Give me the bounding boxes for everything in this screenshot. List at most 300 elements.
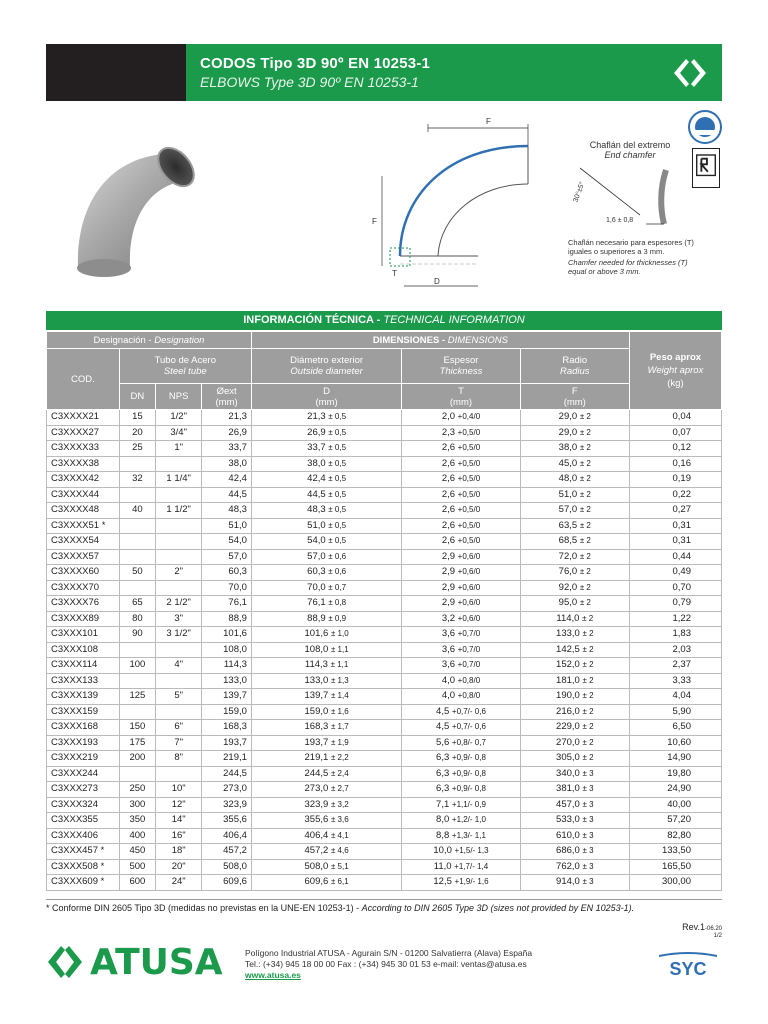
cell-nps: 8" xyxy=(156,751,202,767)
cell-dn: 150 xyxy=(119,720,155,736)
cell-t: 4,0 +0,8/0 xyxy=(402,673,520,689)
table-row xyxy=(47,797,722,813)
cell-f: 45,0 ± 2 xyxy=(520,456,629,472)
chamfer-angle: 30°±5° xyxy=(572,181,587,204)
cell-cod: C3XXX101 xyxy=(47,627,120,643)
cell-d: 101,6 ± 1,0 xyxy=(251,627,401,643)
cell-cod: C3XXXX38 xyxy=(47,456,120,472)
cell-w: 3,33 xyxy=(629,673,721,689)
title-english: ELBOWS Type 3D 90º EN 10253-1 xyxy=(200,73,419,90)
address-line: Polígono Industrial ATUSA - Agurain S/N - 01200 Salvatierra (Alava) España xyxy=(245,948,533,958)
cell-f: 63,5 ± 2 xyxy=(520,518,629,534)
cell-oext: 193,7 xyxy=(202,735,252,751)
t-header: T (mm) xyxy=(402,384,520,410)
cell-d: 60,3 ± 0,6 xyxy=(251,565,401,581)
cell-t: 2,0 +0,4/0 xyxy=(402,410,520,426)
cell-cod: C3XXX114 xyxy=(47,658,120,674)
cell-d: 51,0 ± 0,5 xyxy=(251,518,401,534)
aenor-er-icon xyxy=(692,148,720,188)
cell-f: 340,0 ± 3 xyxy=(520,766,629,782)
cell-d: 48,3 ± 0,5 xyxy=(251,503,401,519)
cell-w: 0,04 xyxy=(629,410,721,426)
dn-header: DN xyxy=(119,384,155,410)
cell-t: 4,5 +0,7/- 0,6 xyxy=(402,720,520,736)
cell-cod: C3XXX355 xyxy=(47,813,120,829)
cell-d: 508,0 ± 5,1 xyxy=(251,859,401,875)
cell-nps xyxy=(156,534,202,550)
cell-cod: C3XXX139 xyxy=(47,689,120,705)
website-link[interactable]: www.atusa.es xyxy=(245,970,301,980)
cell-cod: C3XXXX60 xyxy=(47,565,120,581)
cell-f: 38,0 ± 2 xyxy=(520,441,629,457)
nps-header: NPS xyxy=(156,384,202,410)
cell-d: 139,7 ± 1,4 xyxy=(251,689,401,705)
cell-d: 273,0 ± 2,7 xyxy=(251,782,401,798)
cell-d: 108,0 ± 1,1 xyxy=(251,642,401,658)
cell-oext: 406,4 xyxy=(202,828,252,844)
cell-f: 270,0 ± 2 xyxy=(520,735,629,751)
cell-nps: 4" xyxy=(156,658,202,674)
tech-info-en: TECHNICAL INFORMATION xyxy=(383,314,525,326)
cell-w: 6,50 xyxy=(629,720,721,736)
cell-w: 0,27 xyxy=(629,503,721,519)
table-row xyxy=(47,828,722,844)
cell-w: 57,20 xyxy=(629,813,721,829)
cell-t: 12,5 +1,9/- 1,6 xyxy=(402,875,520,891)
cell-oext: 54,0 xyxy=(202,534,252,550)
cell-cod: C3XXXX21 xyxy=(47,410,120,426)
cell-f: 190,0 ± 2 xyxy=(520,689,629,705)
cell-w: 5,90 xyxy=(629,704,721,720)
cell-t: 6,3 +0,9/- 0,8 xyxy=(402,766,520,782)
cell-oext: 457,2 xyxy=(202,844,252,860)
cell-oext: 114,3 xyxy=(202,658,252,674)
cell-nps: 3/4" xyxy=(156,425,202,441)
contact-line: Tel.: (+34) 945 18 00 00 Fax : (+34) 945 30 01 53 e-mail: ventas@atusa.es xyxy=(245,959,527,969)
cell-w: 0,79 xyxy=(629,596,721,612)
cell-d: 21,3 ± 0,5 xyxy=(251,410,401,426)
oext-header: Øext (mm) xyxy=(202,384,252,410)
table-row xyxy=(47,627,722,643)
cell-cod: C3XXXX54 xyxy=(47,534,120,550)
cell-nps: 24" xyxy=(156,875,202,891)
cell-f: 457,0 ± 3 xyxy=(520,797,629,813)
cell-nps: 18" xyxy=(156,844,202,860)
cell-oext: 355,6 xyxy=(202,813,252,829)
cell-nps: 5" xyxy=(156,689,202,705)
table-row xyxy=(47,813,722,829)
cell-cod: C3XXXX48 xyxy=(47,503,120,519)
cell-dn xyxy=(119,642,155,658)
cell-dn: 250 xyxy=(119,782,155,798)
cell-f: 914,0 ± 3 xyxy=(520,875,629,891)
chamfer-title-en: End chamfer xyxy=(604,150,656,160)
cell-nps: 7" xyxy=(156,735,202,751)
cell-t: 2,6 +0,5/0 xyxy=(402,503,520,519)
footnote-en: According to DIN 2605 Type 3D (sizes not provided by EN 10253-1). xyxy=(361,903,635,913)
cell-f: 610,0 ± 3 xyxy=(520,828,629,844)
cell-w: 0,16 xyxy=(629,456,721,472)
table-row xyxy=(47,441,722,457)
cell-d: 244,5 ± 2,4 xyxy=(251,766,401,782)
cell-t: 2,6 +0,5/0 xyxy=(402,456,520,472)
cell-f: 533,0 ± 3 xyxy=(520,813,629,829)
cell-t: 2,6 +0,5/0 xyxy=(402,441,520,457)
cell-cod: C3XXXX76 xyxy=(47,596,120,612)
table-row xyxy=(47,844,722,860)
cell-cod: C3XXX324 xyxy=(47,797,120,813)
cell-f: 95,0 ± 2 xyxy=(520,596,629,612)
cell-cod: C3XXXX27 xyxy=(47,425,120,441)
elbow-product-photo xyxy=(58,140,218,280)
cell-w: 0,31 xyxy=(629,518,721,534)
cell-oext: 21,3 xyxy=(202,410,252,426)
cell-d: 54,0 ± 0,5 xyxy=(251,534,401,550)
cell-d: 406,4 ± 4,1 xyxy=(251,828,401,844)
cell-dn: 400 xyxy=(119,828,155,844)
header-green-band xyxy=(186,44,722,101)
cell-f: 92,0 ± 2 xyxy=(520,580,629,596)
certification-seal-icon xyxy=(688,110,722,144)
page-number: 1/2 xyxy=(713,933,722,939)
table-row xyxy=(47,410,722,426)
cell-nps: 12" xyxy=(156,797,202,813)
cell-dn: 600 xyxy=(119,875,155,891)
table-row xyxy=(47,425,722,441)
cell-w: 2,03 xyxy=(629,642,721,658)
cell-oext: 44,5 xyxy=(202,487,252,503)
cell-t: 2,9 +0,6/0 xyxy=(402,596,520,612)
cell-d: 193,7 ± 1,9 xyxy=(251,735,401,751)
cell-f: 29,0 ± 2 xyxy=(520,425,629,441)
cell-nps: 3" xyxy=(156,611,202,627)
cell-w: 40,00 xyxy=(629,797,721,813)
cell-cod: C3XXXX89 xyxy=(47,611,120,627)
cell-nps xyxy=(156,642,202,658)
cell-w: 0,70 xyxy=(629,580,721,596)
cell-nps xyxy=(156,766,202,782)
cell-f: 142,5 ± 2 xyxy=(520,642,629,658)
table-row xyxy=(47,782,722,798)
cell-oext: 139,7 xyxy=(202,689,252,705)
cell-oext: 51,0 xyxy=(202,518,252,534)
cell-d: 355,6 ± 3,6 xyxy=(251,813,401,829)
brand-wordmark: ATUSA xyxy=(90,941,223,983)
cell-t: 2,6 +0,5/0 xyxy=(402,487,520,503)
cell-t: 3,6 +0,7/0 xyxy=(402,627,520,643)
cell-oext: 508,0 xyxy=(202,859,252,875)
chamfer-diagram xyxy=(560,160,700,230)
cell-dn xyxy=(119,704,155,720)
cell-dn xyxy=(119,580,155,596)
thickness-header: Espesor Thickness xyxy=(402,349,520,384)
cell-dn: 175 xyxy=(119,735,155,751)
cell-oext: 76,1 xyxy=(202,596,252,612)
cell-nps: 20" xyxy=(156,859,202,875)
atusa-diamond-icon xyxy=(44,942,86,982)
cell-w: 82,80 xyxy=(629,828,721,844)
page-header xyxy=(46,44,722,101)
revision-label: Rev.1-06.20 xyxy=(682,922,722,932)
cell-oext: 244,5 xyxy=(202,766,252,782)
table-row xyxy=(47,766,722,782)
cell-dn xyxy=(119,487,155,503)
cell-t: 4,0 +0,8/0 xyxy=(402,689,520,705)
cell-w: 1,83 xyxy=(629,627,721,643)
cell-oext: 101,6 xyxy=(202,627,252,643)
d-header: D (mm) xyxy=(251,384,401,410)
cell-dn: 20 xyxy=(119,425,155,441)
table-row xyxy=(47,704,722,720)
cell-f: 381,0 ± 3 xyxy=(520,782,629,798)
cell-t: 2,6 +0,5/0 xyxy=(402,518,520,534)
table-row xyxy=(47,735,722,751)
cell-dn: 50 xyxy=(119,565,155,581)
cell-w: 0,19 xyxy=(629,472,721,488)
cell-nps: 3 1/2" xyxy=(156,627,202,643)
cell-nps xyxy=(156,580,202,596)
cell-cod: C3XXXX44 xyxy=(47,487,120,503)
weight-header: Peso aprox Weight aprox (kg) xyxy=(629,332,721,410)
cell-f: 76,0 ± 2 xyxy=(520,565,629,581)
cell-cod: C3XXX159 xyxy=(47,704,120,720)
cell-f: 48,0 ± 2 xyxy=(520,472,629,488)
cell-dn xyxy=(119,456,155,472)
table-row xyxy=(47,875,722,891)
cell-t: 3,6 +0,7/0 xyxy=(402,642,520,658)
cell-nps xyxy=(156,549,202,565)
cell-cod: C3XXXX42 xyxy=(47,472,120,488)
cell-nps: 2 1/2" xyxy=(156,596,202,612)
cell-dn: 450 xyxy=(119,844,155,860)
cell-dn: 80 xyxy=(119,611,155,627)
cell-f: 72,0 ± 2 xyxy=(520,549,629,565)
table-row xyxy=(47,580,722,596)
cell-t: 10,0 +1,5/- 1,3 xyxy=(402,844,520,860)
cell-nps xyxy=(156,518,202,534)
cell-f: 114,0 ± 2 xyxy=(520,611,629,627)
cell-nps: 1" xyxy=(156,441,202,457)
cell-nps: 16" xyxy=(156,828,202,844)
header-black-block xyxy=(46,44,186,101)
chamfer-note-en: Chamfer needed for thicknesses (T) equal or above 3 mm. xyxy=(568,258,688,276)
cell-dn xyxy=(119,673,155,689)
tech-info-es: INFORMACIÓN TÉCNICA - xyxy=(243,314,384,326)
cell-oext: 33,7 xyxy=(202,441,252,457)
elbow-technical-drawing xyxy=(368,116,538,296)
cod-header: COD. xyxy=(47,349,120,410)
table-row xyxy=(47,642,722,658)
cell-nps xyxy=(156,456,202,472)
cell-oext: 609,6 xyxy=(202,875,252,891)
cell-d: 114,3 ± 1,1 xyxy=(251,658,401,674)
cell-d: 44,5 ± 0,5 xyxy=(251,487,401,503)
cell-cod: C3XXXX33 xyxy=(47,441,120,457)
cell-cod: C3XXX133 xyxy=(47,673,120,689)
cell-oext: 323,9 xyxy=(202,797,252,813)
cell-cod: C3XXX609 * xyxy=(47,875,120,891)
cell-d: 133,0 ± 1,3 xyxy=(251,673,401,689)
table-row xyxy=(47,611,722,627)
cell-dn: 15 xyxy=(119,410,155,426)
table-row xyxy=(47,596,722,612)
spec-table-body xyxy=(47,410,722,891)
cell-t: 6,3 +0,9/- 0,8 xyxy=(402,751,520,767)
cell-w: 165,50 xyxy=(629,859,721,875)
cell-oext: 88,9 xyxy=(202,611,252,627)
technical-info-bar xyxy=(46,311,722,330)
syc-logo xyxy=(655,952,721,978)
table-row xyxy=(47,549,722,565)
table-row xyxy=(47,503,722,519)
cell-d: 219,1 ± 2,2 xyxy=(251,751,401,767)
cell-cod: C3XXX219 xyxy=(47,751,120,767)
radius-header: Radio Radius xyxy=(520,349,629,384)
cell-f: 216,0 ± 2 xyxy=(520,704,629,720)
cell-oext: 57,0 xyxy=(202,549,252,565)
cell-f: 29,0 ± 2 xyxy=(520,410,629,426)
elbow-spec-table xyxy=(46,331,722,891)
table-row xyxy=(47,751,722,767)
cell-t: 2,6 +0,5/0 xyxy=(402,472,520,488)
cell-dn: 32 xyxy=(119,472,155,488)
cell-cod: C3XXX168 xyxy=(47,720,120,736)
chamfer-dim: 1,6 ± 0,8 xyxy=(606,217,634,224)
cell-nps: 6" xyxy=(156,720,202,736)
cell-d: 88,9 ± 0,9 xyxy=(251,611,401,627)
company-address xyxy=(245,948,625,981)
cell-cod: C3XXX508 * xyxy=(47,859,120,875)
cell-d: 168,3 ± 1,7 xyxy=(251,720,401,736)
cell-w: 1,22 xyxy=(629,611,721,627)
table-row xyxy=(47,720,722,736)
svg-text:SYC: SYC xyxy=(669,959,707,978)
f-header: F (mm) xyxy=(520,384,629,410)
cell-nps: 1 1/4" xyxy=(156,472,202,488)
outer-diameter-header: Diámetro exterior Outside diameter xyxy=(251,349,401,384)
cell-oext: 159,0 xyxy=(202,704,252,720)
cell-dn xyxy=(119,518,155,534)
cell-t: 2,9 +0,6/0 xyxy=(402,580,520,596)
cell-cod: C3XXX457 * xyxy=(47,844,120,860)
label-f-side: F xyxy=(372,217,377,226)
cell-t: 3,6 +0,7/0 xyxy=(402,658,520,674)
cell-dn: 200 xyxy=(119,751,155,767)
atusa-logo xyxy=(44,940,230,984)
cell-t: 8,0 +1,2/- 1,0 xyxy=(402,813,520,829)
cell-d: 457,2 ± 4,6 xyxy=(251,844,401,860)
label-f-top: F xyxy=(486,117,491,126)
cell-d: 76,1 ± 0,8 xyxy=(251,596,401,612)
cell-cod: C3XXX244 xyxy=(47,766,120,782)
cell-t: 4,5 +0,7/- 0,6 xyxy=(402,704,520,720)
cell-oext: 70,0 xyxy=(202,580,252,596)
cell-d: 70,0 ± 0,7 xyxy=(251,580,401,596)
cell-w: 133,50 xyxy=(629,844,721,860)
cell-f: 57,0 ± 2 xyxy=(520,503,629,519)
cell-dn: 500 xyxy=(119,859,155,875)
cell-oext: 48,3 xyxy=(202,503,252,519)
cell-w: 300,00 xyxy=(629,875,721,891)
cell-oext: 108,0 xyxy=(202,642,252,658)
cell-oext: 26,9 xyxy=(202,425,252,441)
cell-oext: 273,0 xyxy=(202,782,252,798)
cell-t: 5,6 +0,8/- 0,7 xyxy=(402,735,520,751)
cell-f: 686,0 ± 3 xyxy=(520,844,629,860)
cell-oext: 38,0 xyxy=(202,456,252,472)
cell-oext: 168,3 xyxy=(202,720,252,736)
table-row xyxy=(47,472,722,488)
cell-t: 11,0 +1,7/- 1,4 xyxy=(402,859,520,875)
tube-header: Tubo de Acero Steel tube xyxy=(119,349,251,384)
table-row xyxy=(47,534,722,550)
dimensions-header: DIMENSIONES - DIMENSIONS xyxy=(251,332,629,349)
cell-d: 323,9 ± 3,2 xyxy=(251,797,401,813)
cell-d: 57,0 ± 0,6 xyxy=(251,549,401,565)
table-row xyxy=(47,565,722,581)
cell-w: 24,90 xyxy=(629,782,721,798)
cell-nps: 1 1/2" xyxy=(156,503,202,519)
title-spanish: CODOS Tipo 3D 90º EN 10253-1 xyxy=(200,54,431,72)
table-row xyxy=(47,689,722,705)
table-row xyxy=(47,673,722,689)
cell-dn: 25 xyxy=(119,441,155,457)
cell-dn: 125 xyxy=(119,689,155,705)
cell-nps xyxy=(156,704,202,720)
cell-cod: C3XXX406 xyxy=(47,828,120,844)
cell-f: 51,0 ± 2 xyxy=(520,487,629,503)
cell-cod: C3XXX193 xyxy=(47,735,120,751)
cell-dn: 40 xyxy=(119,503,155,519)
cell-t: 3,2 +0,6/0 xyxy=(402,611,520,627)
cell-cod: C3XXXX51 * xyxy=(47,518,120,534)
cell-w: 4,04 xyxy=(629,689,721,705)
chamfer-detail xyxy=(560,140,700,290)
cell-d: 609,6 ± 6,1 xyxy=(251,875,401,891)
label-t: T xyxy=(392,269,397,278)
cell-f: 305,0 ± 2 xyxy=(520,751,629,767)
cell-f: 229,0 ± 2 xyxy=(520,720,629,736)
cell-oext: 60,3 xyxy=(202,565,252,581)
table-row xyxy=(47,658,722,674)
chamfer-note-es: Chaflán necesario para espesores (T) iguales o superiores a 3 mm. xyxy=(568,238,694,256)
table-row xyxy=(47,859,722,875)
cell-nps xyxy=(156,487,202,503)
cell-t: 2,3 +0,5/0 xyxy=(402,425,520,441)
cell-w: 0,49 xyxy=(629,565,721,581)
cell-dn xyxy=(119,549,155,565)
cell-oext: 42,4 xyxy=(202,472,252,488)
cell-dn xyxy=(119,534,155,550)
footnote-es: * Conforme DIN 2605 Tipo 3D (medidas no previstas en la UNE-EN 10253-1) - xyxy=(46,903,362,913)
cell-t: 8,8 +1,3/- 1,1 xyxy=(402,828,520,844)
table-row xyxy=(47,518,722,534)
cell-w: 14,90 xyxy=(629,751,721,767)
cell-f: 68,5 ± 2 xyxy=(520,534,629,550)
cell-t: 2,9 +0,6/0 xyxy=(402,565,520,581)
table-row xyxy=(47,456,722,472)
cell-dn: 100 xyxy=(119,658,155,674)
cell-nps: 14" xyxy=(156,813,202,829)
cell-w: 2,37 xyxy=(629,658,721,674)
cell-f: 133,0 ± 2 xyxy=(520,627,629,643)
cell-cod: C3XXXX70 xyxy=(47,580,120,596)
cell-oext: 219,1 xyxy=(202,751,252,767)
cell-w: 0,22 xyxy=(629,487,721,503)
cell-cod: C3XXXX57 xyxy=(47,549,120,565)
cell-dn: 350 xyxy=(119,813,155,829)
cell-d: 38,0 ± 0,5 xyxy=(251,456,401,472)
